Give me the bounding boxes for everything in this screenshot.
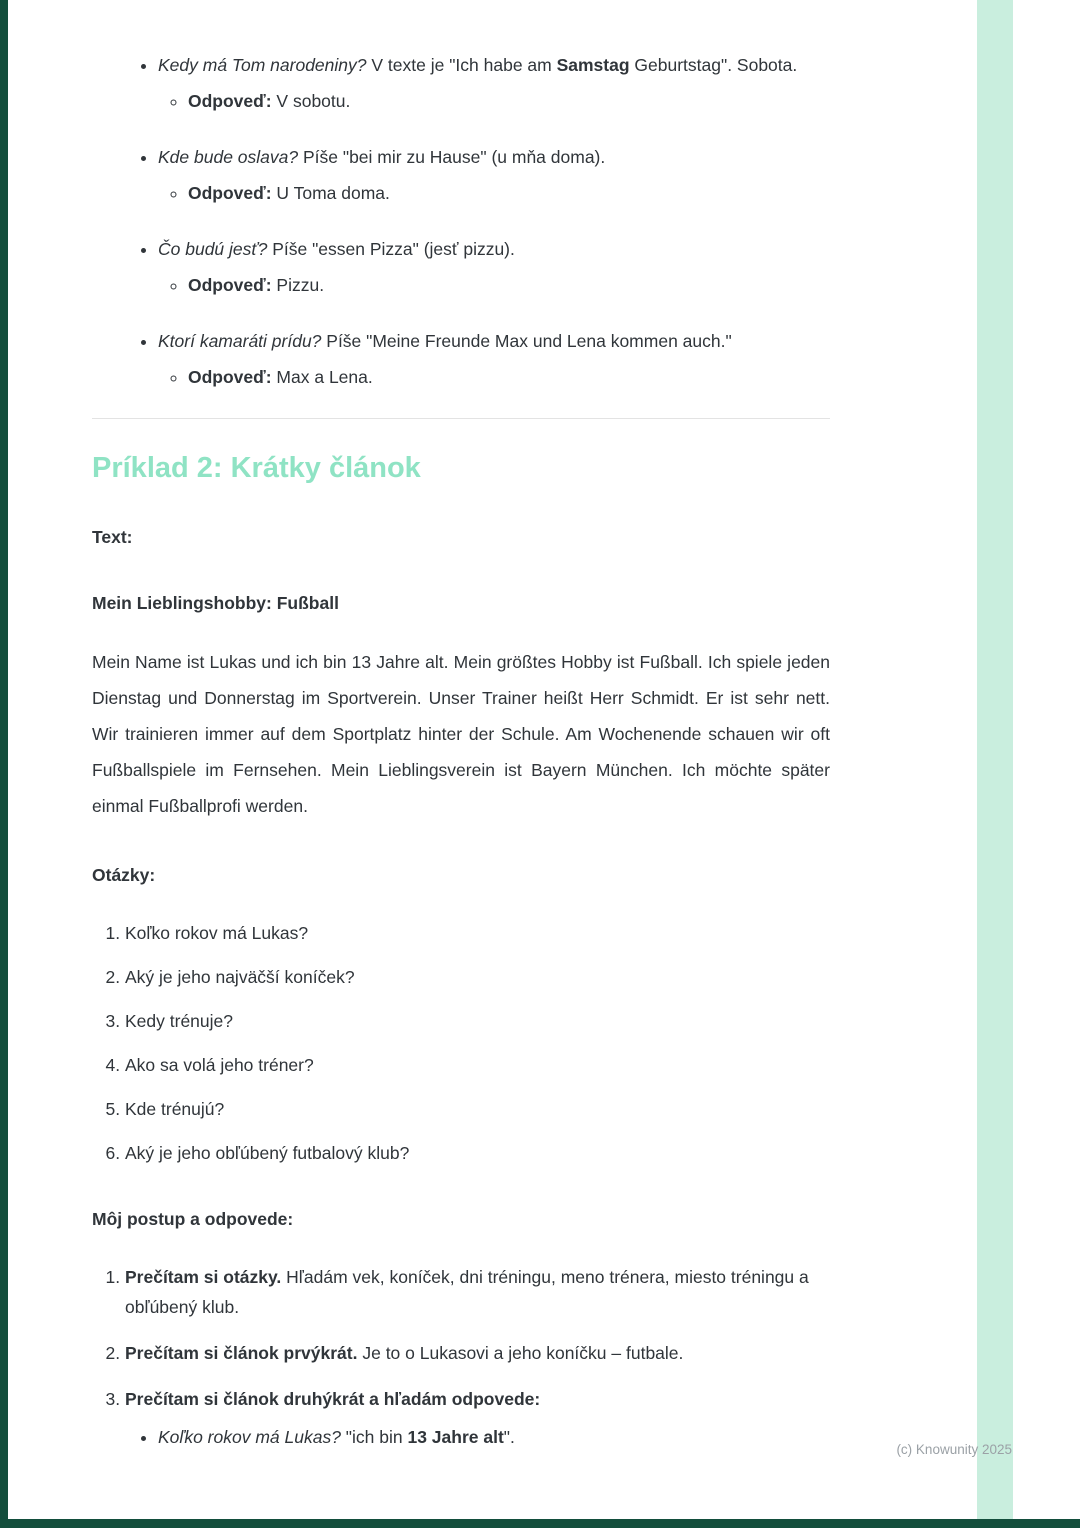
answer-text: Pizzu. — [271, 275, 325, 295]
question-item: 6. Aký je jeho obľúbený futbalový klub? — [125, 1138, 830, 1168]
qa-explanation: Píše "essen Pizza" (jesť pizzu). — [267, 239, 515, 259]
section-divider — [92, 418, 830, 419]
sub-highlight: 13 Jahre alt — [407, 1427, 504, 1447]
qa-item — [158, 326, 830, 392]
sub-post: ". — [503, 1427, 515, 1447]
article-body: Mein Name ist Lukas und ich bin 13 Jahre alt. Mein größtes Hobby ist Fußball. Ich spiele jeden Dienstag und Donnerstag im Sportverein. Unser Trainer heißt Herr Schmidt. Er ist sehr nett. Wir trainieren immer auf dem Sportplatz hinter der Schule. Am Wochenende schauen wir oft Fußballspiele im Fernsehen. Mein Lieblingsverein ist Bayern München. Ich möchte später einmal Fußballprofi werden. — [92, 652, 830, 816]
step-title: Prečítam si článok druhýkrát a hľadám odpovede: — [125, 1389, 541, 1409]
steps-list — [92, 1262, 830, 1452]
step-title: Prečítam si otázky. — [125, 1267, 282, 1287]
step-title: Prečítam si článok prvýkrát. — [125, 1343, 358, 1363]
step-item — [125, 1384, 830, 1452]
qa-bullet-list — [92, 50, 830, 392]
qa-question: Kedy má Tom narodeniny? — [158, 55, 367, 75]
bottom-accent-bar — [0, 1519, 1080, 1528]
answer-sublist — [158, 362, 830, 392]
step-sublist — [125, 1422, 830, 1452]
answer-label: Odpoveď: — [188, 91, 272, 111]
answer-sublist — [158, 270, 830, 300]
text-label: Text: — [92, 527, 133, 547]
article-title: Mein Lieblingshobby: Fußball — [92, 593, 339, 613]
qa-question: Ktorí kamaráti prídu? — [158, 331, 322, 351]
question-item: 5. Kde trénujú? — [125, 1094, 830, 1124]
qa-question-line — [158, 55, 797, 75]
answer-item — [188, 270, 830, 300]
answer-label: Odpoveď: — [188, 183, 272, 203]
qa-item — [158, 234, 830, 300]
qa-question-line — [158, 147, 605, 167]
qa-question: Čo budú jesť? — [158, 239, 268, 259]
qa-explanation: Píše "bei mir zu Hause" (u mňa doma). — [298, 147, 606, 167]
section-title: Príklad 2: Krátky článok — [92, 452, 421, 484]
page-content — [92, 44, 830, 1468]
step-item — [125, 1262, 830, 1322]
question-item: 3. Kedy trénuje? — [125, 1006, 830, 1036]
answer-label: Odpoveď: — [188, 367, 272, 387]
qa-item — [158, 50, 830, 116]
qa-question-line — [158, 331, 732, 351]
qa-explanation: Píše "Meine Freunde Max und Lena kommen auch." — [321, 331, 732, 351]
answer-label: Odpoveď: — [188, 275, 272, 295]
answer-item — [188, 362, 830, 392]
answer-text: V sobotu. — [271, 91, 351, 111]
answer-sublist — [158, 178, 830, 208]
qa-item — [158, 142, 830, 208]
qa-question: Kde bude oslava? — [158, 147, 299, 167]
steps-label: Môj postup a odpovede: — [92, 1209, 294, 1229]
copyright-notice: (c) Knowunity 2025 — [896, 1442, 1012, 1457]
answer-text: U Toma doma. — [271, 183, 390, 203]
right-accent-strip — [977, 0, 1013, 1528]
question-item: 2. Aký je jeho najväčší koníček? — [125, 962, 830, 992]
answer-item — [188, 178, 830, 208]
qa-explanation-tail: Geburtstag". Sobota. — [629, 55, 798, 75]
sub-question: Koľko rokov má Lukas? — [158, 1427, 341, 1447]
qa-highlight: Samstag — [556, 55, 630, 75]
step-text: Je to o Lukasovi a jeho koníčku – futbale. — [357, 1343, 684, 1363]
answer-item — [188, 86, 830, 116]
sub-pre: "ich bin — [340, 1427, 408, 1447]
question-item: 1. Koľko rokov má Lukas? — [125, 918, 830, 948]
answer-text: Max a Lena. — [271, 367, 373, 387]
question-item: 4. Ako sa volá jeho tréner? — [125, 1050, 830, 1080]
questions-list — [92, 918, 830, 1168]
left-accent-bar — [0, 0, 8, 1528]
qa-question-line — [158, 239, 515, 259]
qa-explanation: V texte je "Ich habe am — [366, 55, 557, 75]
step-sub-item — [158, 1422, 830, 1452]
answer-sublist — [158, 86, 830, 116]
step-text: Hľadám vek, koníček, dni tréningu, meno trénera, miesto tréningu a obľúbený klub. — [125, 1267, 809, 1317]
step-item — [125, 1338, 830, 1368]
questions-label: Otázky: — [92, 865, 156, 885]
